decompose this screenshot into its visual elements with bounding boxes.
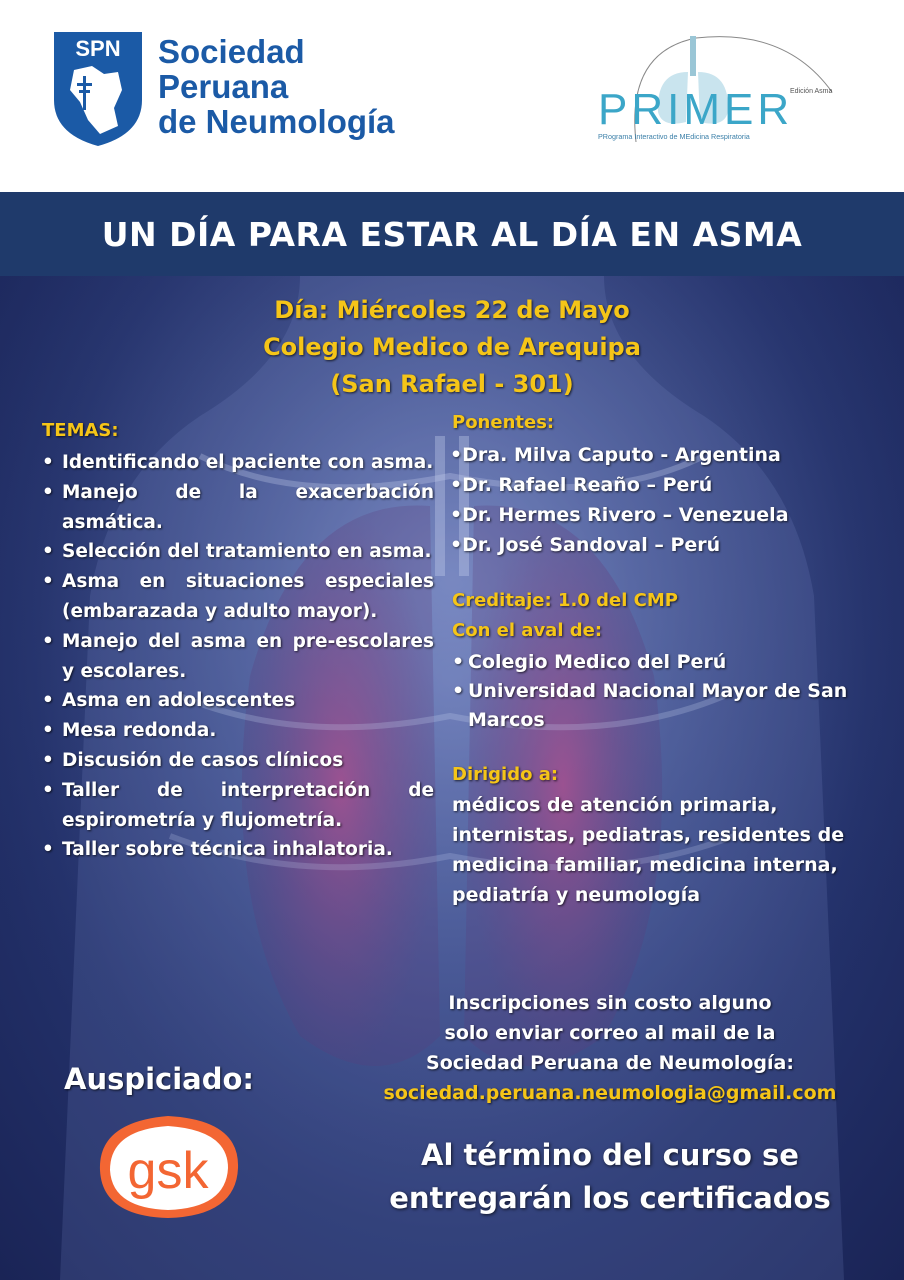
primer-edition: Edición Asma bbox=[790, 88, 833, 95]
inscripciones-line: Inscripciones sin costo alguno bbox=[448, 992, 772, 1014]
ponente-item: •Dr. José Sandoval – Perú bbox=[450, 534, 721, 556]
list-item: • Asma en situaciones especiales (embarazada y adulto mayor). bbox=[42, 567, 434, 627]
title-band bbox=[0, 192, 904, 276]
aval-item: • Colegio Medico del Perú bbox=[452, 648, 852, 677]
spn-name-line: Sociedad bbox=[158, 33, 305, 70]
dirigido-title: Dirigido a: bbox=[452, 764, 559, 785]
ponentes-title: Ponentes: bbox=[452, 412, 555, 433]
header bbox=[0, 0, 904, 192]
aval-item: • Universidad Nacional Mayor de San Marcos bbox=[452, 677, 852, 735]
ponente-item: •Dra. Milva Caputo - Argentina bbox=[450, 444, 781, 466]
event-day: Día: Miércoles 22 de Mayo bbox=[274, 296, 630, 324]
event-info bbox=[0, 292, 904, 403]
svg-text:SPN: SPN bbox=[75, 36, 121, 61]
list-item: • Manejo del asma en pre-escolares y escolares. bbox=[42, 627, 434, 687]
spn-name-line: de Neumología bbox=[158, 103, 395, 140]
list-item: • Asma en adolescentes bbox=[42, 686, 434, 716]
ponente-item: •Dr. Rafael Reaño – Perú bbox=[450, 474, 713, 496]
primer-subtitle: PRograma Interactivo de MEdicina Respiratoria bbox=[598, 132, 750, 141]
spn-logo-shield-icon bbox=[52, 30, 144, 148]
inscripciones bbox=[340, 988, 880, 1108]
event-venue: Colegio Medico de Arequipa bbox=[263, 333, 641, 361]
list-item: • Taller de interpretación de espirometría y flujometría. bbox=[42, 776, 434, 836]
inscripciones-line: solo enviar correo al mail de la bbox=[444, 1022, 776, 1044]
temas-title: TEMAS: bbox=[42, 420, 119, 441]
gsk-logo-text: gsk bbox=[127, 1142, 209, 1200]
spn-name-line: Peruana bbox=[158, 68, 289, 105]
page-title: UN DÍA PARA ESTAR AL DÍA EN ASMA bbox=[101, 214, 803, 254]
inscripciones-line: Sociedad Peruana de Neumología: bbox=[426, 1052, 794, 1074]
event-address: (San Rafael - 301) bbox=[330, 370, 574, 398]
dirigido-text: médicos de atención primaria, internistas, pediatras, residentes de medicina familiar, medicina interna, pediatría y neumología bbox=[452, 794, 845, 906]
list-item: • Taller sobre técnica inhalatoria. bbox=[42, 835, 434, 865]
list-item: • Manejo de la exacerbación asmática. bbox=[42, 478, 434, 538]
certificados-notice: Al término del curso se entregarán los certificados bbox=[389, 1138, 831, 1215]
aval-title: Con el aval de: bbox=[452, 620, 603, 641]
aval-list bbox=[452, 648, 852, 735]
spn-name bbox=[158, 34, 395, 139]
ponentes-list bbox=[450, 440, 789, 560]
temas-list bbox=[42, 448, 434, 865]
list-item: • Mesa redonda. bbox=[42, 716, 434, 746]
contact-email-link[interactable]: sociedad.peruana.neumologia@gmail.com bbox=[383, 1082, 837, 1104]
gsk-logo-icon bbox=[92, 1112, 244, 1222]
creditaje: Creditaje: 1.0 del CMP bbox=[452, 590, 678, 611]
primer-word: PRIMER bbox=[598, 85, 794, 134]
list-item: • Discusión de casos clínicos bbox=[42, 746, 434, 776]
list-item: • Selección del tratamiento en asma. bbox=[42, 537, 434, 567]
auspiciado-label: Auspiciado: bbox=[64, 1062, 255, 1096]
list-item: • Identificando el paciente con asma. bbox=[42, 448, 434, 478]
ponente-item: •Dr. Hermes Rivero – Venezuela bbox=[450, 504, 789, 526]
